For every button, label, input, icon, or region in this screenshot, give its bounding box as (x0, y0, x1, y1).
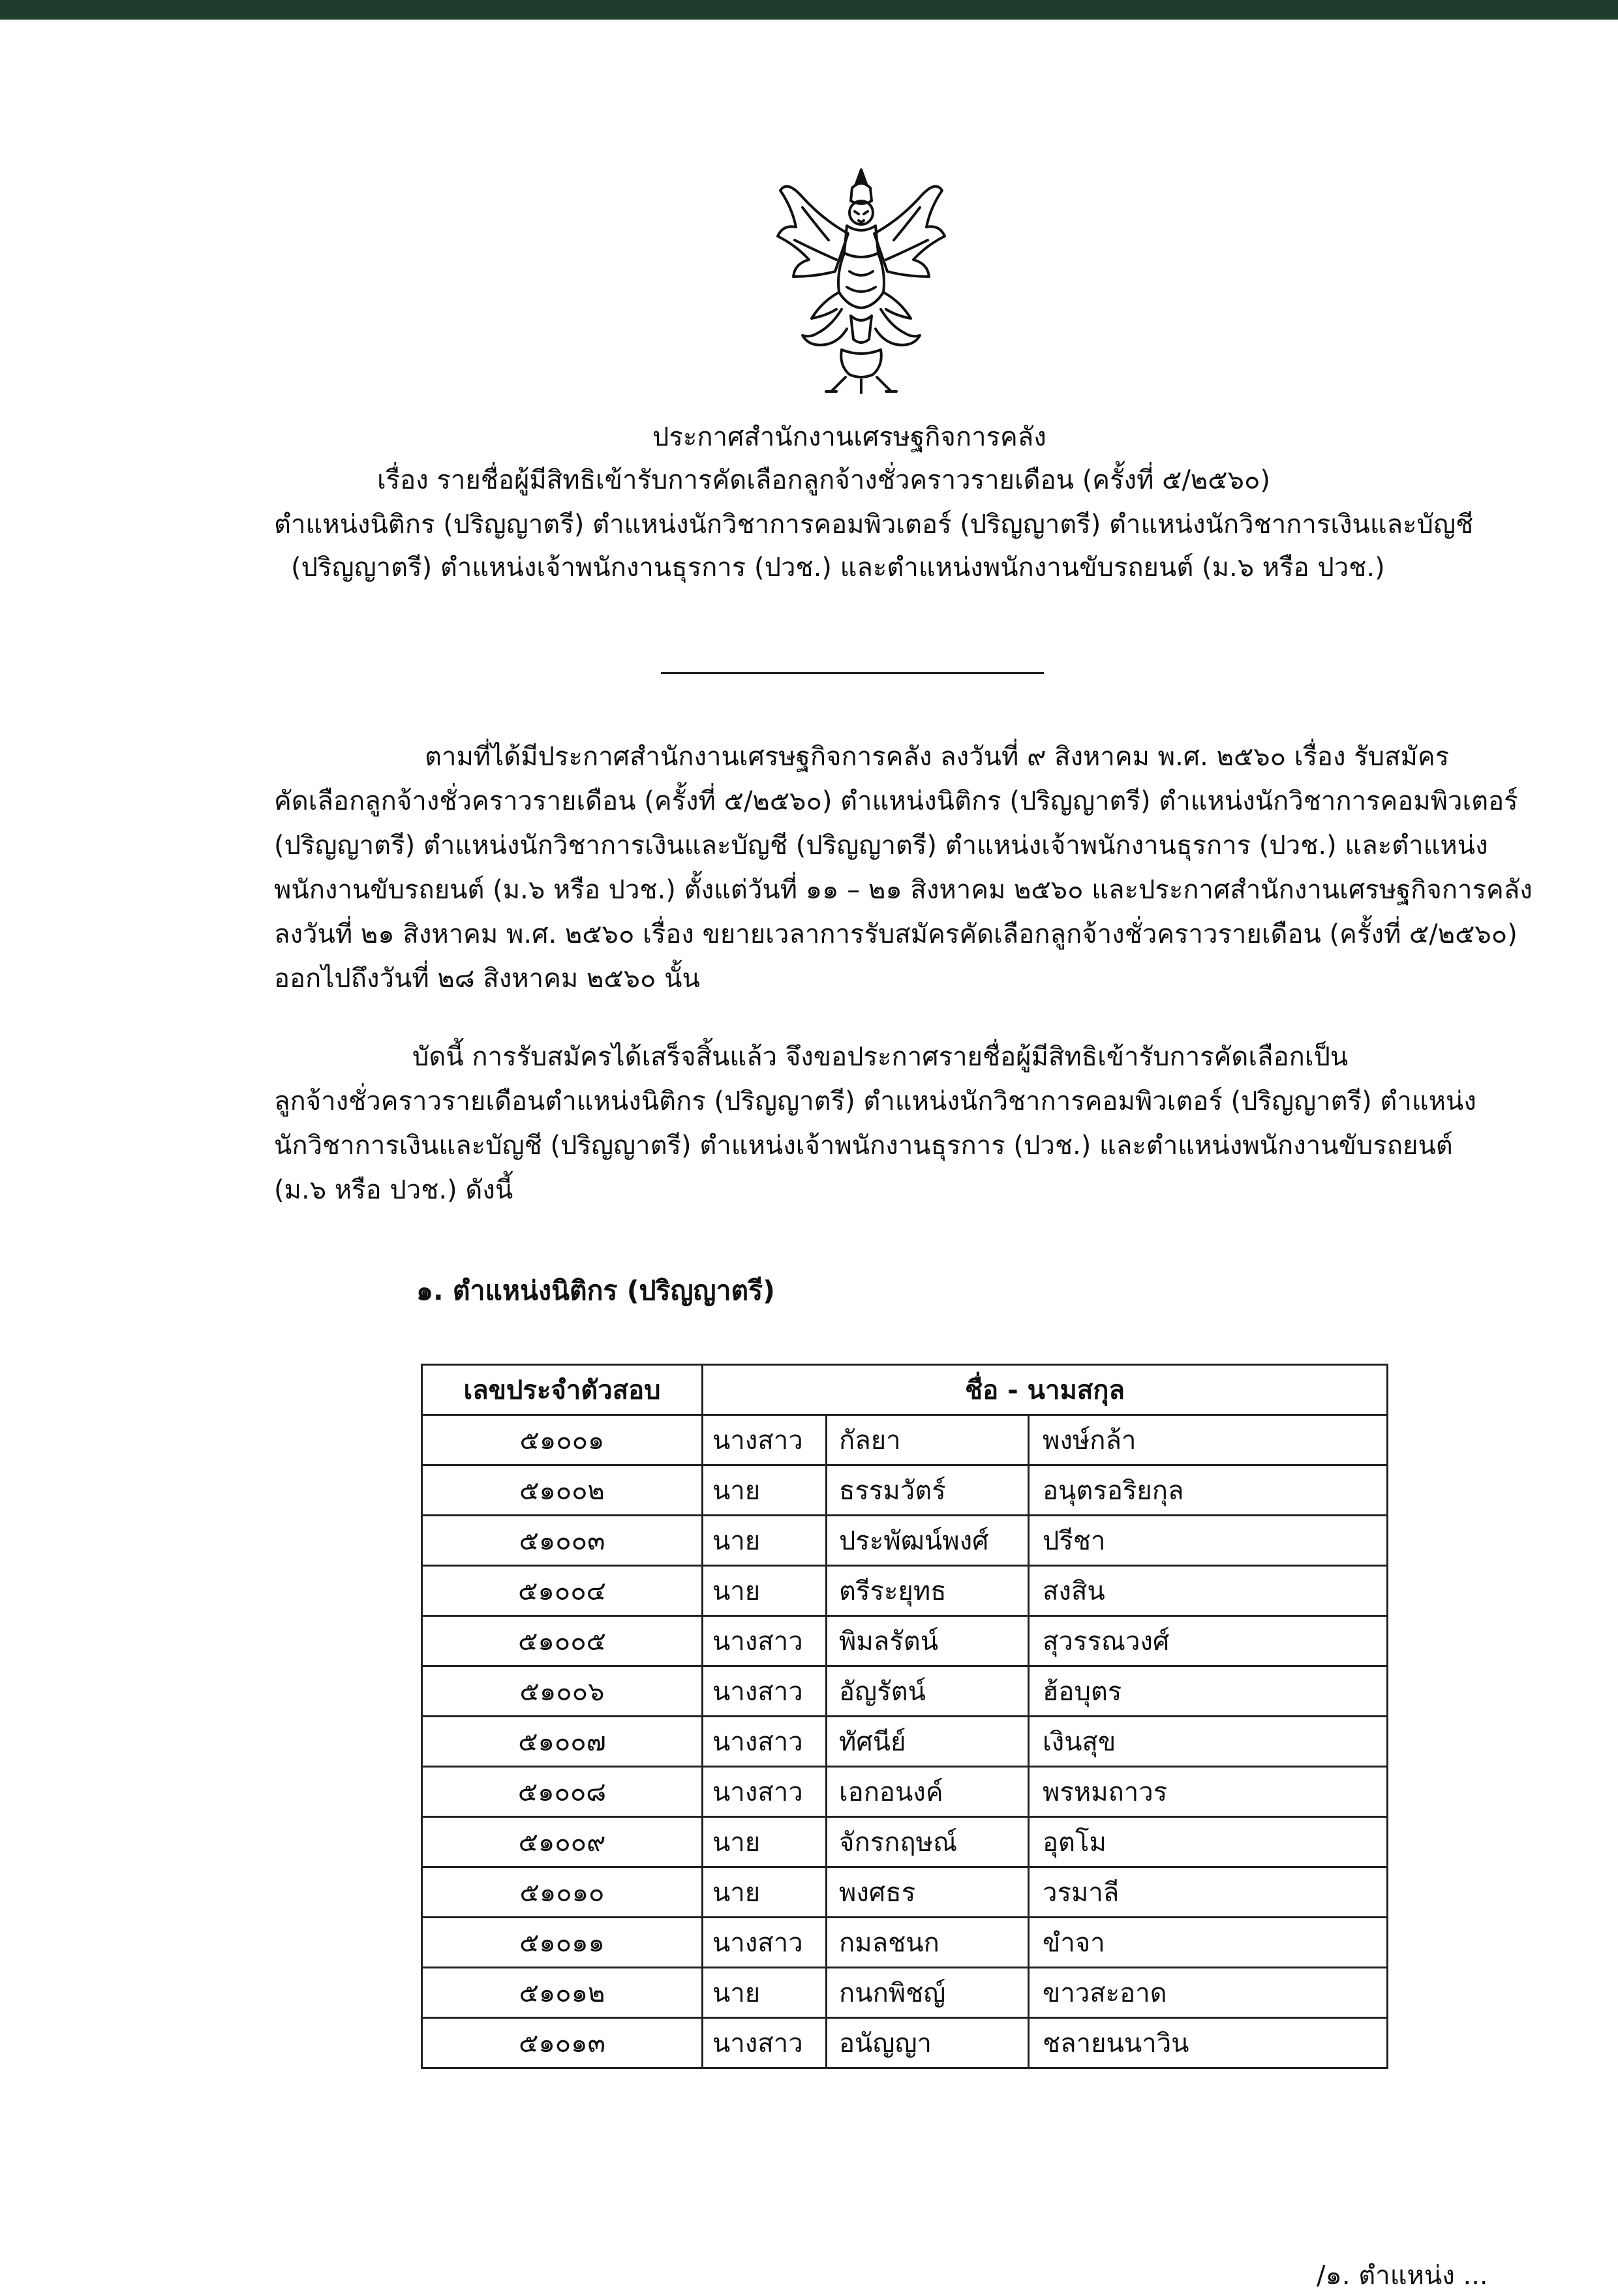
paragraph-line: ออกไปถึงวันที่ ๒๘ สิงหาคม ๒๕๖๐ นั้น (274, 964, 700, 994)
name-prefix-cell: นางสาว (703, 1918, 827, 1968)
first-name-cell: ประพัฒน์พงศ์ (827, 1516, 1029, 1566)
paragraph-line: ลูกจ้างชั่วคราวรายเดือนตำแหน่งนิติกร (ปริญญาตรี) ตำแหน่งนักวิชาการคอมพิวเตอร์ (ปริญญาตรี) ตำแหน่ง (274, 1086, 1476, 1116)
garuda-emblem-icon (763, 162, 959, 397)
first-name-cell: พิมลรัตน์ (827, 1616, 1029, 1666)
exam-id-cell: ๕๑๐๐๒ (422, 1465, 703, 1516)
name-prefix-cell: นาย (703, 1968, 827, 2018)
first-name-cell: กัลยา (827, 1415, 1029, 1465)
name-prefix-cell: นาย (703, 1465, 827, 1516)
paragraph-line: ลงวันที่ ๒๑ สิงหาคม พ.ศ. ๒๕๖๐ เรื่อง ขยายเวลาการรับสมัครคัดเลือกลูกจ้างชั่วคราวรายเดือน (ครั้งที่ ๕/๒๕๖๐) (274, 919, 1518, 949)
first-name-cell: อนัญญา (827, 2018, 1029, 2068)
table-row (422, 1566, 1388, 1616)
candidate-table (421, 1364, 1388, 2069)
exam-id-cell: ๕๑๐๐๖ (422, 1666, 703, 1717)
announcement-title: ประกาศสำนักงานเศรษฐกิจการคลัง (652, 422, 1046, 452)
first-name-cell: ทัศนีย์ (827, 1717, 1029, 1767)
paragraph-line: ตามที่ได้มีประกาศสำนักงานเศรษฐกิจการคลัง ลงวันที่ ๙ สิงหาคม พ.ศ. ๒๕๖๐ เรื่อง รับสมัคร (425, 742, 1450, 772)
name-prefix-cell: นางสาว (703, 1717, 827, 1767)
last-name-cell: ขาวสะอาด (1029, 1968, 1388, 2018)
last-name-cell: พงษ์กล้า (1029, 1415, 1388, 1465)
first-name-cell: กมลชนก (827, 1918, 1029, 1968)
last-name-cell: ฮ้อบุตร (1029, 1666, 1388, 1717)
table-row (422, 1415, 1388, 1465)
name-prefix-cell: นางสาว (703, 1767, 827, 1817)
first-name-cell: จักรกฤษณ์ (827, 1817, 1029, 1867)
first-name-cell: ตรีระยุทธ (827, 1566, 1029, 1616)
first-name-cell: พงศธร (827, 1867, 1029, 1918)
header-full-name: ชื่อ - นามสกุล (703, 1365, 1388, 1415)
last-name-cell: วรมาลี (1029, 1867, 1388, 1918)
exam-id-cell: ๕๑๐๑๑ (422, 1918, 703, 1968)
scan-top-border (0, 0, 1618, 20)
table-row (422, 1968, 1388, 2018)
exam-id-cell: ๕๑๐๐๔ (422, 1566, 703, 1616)
exam-id-cell: ๕๑๐๑๐ (422, 1867, 703, 1918)
table-row (422, 1918, 1388, 1968)
last-name-cell: เงินสุข (1029, 1717, 1388, 1767)
exam-id-cell: ๕๑๐๐๘ (422, 1767, 703, 1817)
section-heading-legal-officer: ๑. ตำแหน่งนิติกร (ปริญญาตรี) (416, 1275, 775, 1306)
last-name-cell: พรหมถาวร (1029, 1767, 1388, 1817)
table-row (422, 1666, 1388, 1717)
paragraph-line: คัดเลือกลูกจ้างชั่วคราวรายเดือน (ครั้งที่ ๕/๒๕๖๐) ตำแหน่งนิติกร (ปริญญาตรี) ตำแหน่งนักวิชาการคอมพิวเตอร์ (274, 786, 1518, 816)
exam-id-cell: ๕๑๐๐๗ (422, 1717, 703, 1767)
announcement-subject-line-3: (ปริญญาตรี) ตำแหน่งเจ้าพนักงานธุรการ (ปวช.) และตำแหน่งพนักงานขับรถยนต์ (ม.๖ หรือ ปวช.) (291, 553, 1385, 583)
last-name-cell: สุวรรณวงศ์ (1029, 1616, 1388, 1666)
last-name-cell: อนุตรอริยกุล (1029, 1465, 1388, 1516)
exam-id-cell: ๕๑๐๐๕ (422, 1616, 703, 1666)
first-name-cell: อัญรัตน์ (827, 1666, 1029, 1717)
table-row (422, 1465, 1388, 1516)
name-prefix-cell: นางสาว (703, 1616, 827, 1666)
name-prefix-cell: นาย (703, 1516, 827, 1566)
table-header-row (422, 1365, 1388, 1415)
table-row (422, 1767, 1388, 1817)
table-row (422, 1867, 1388, 1918)
first-name-cell: เอกอนงค์ (827, 1767, 1029, 1817)
paragraph-line: พนักงานขับรถยนต์ (ม.๖ หรือ ปวช.) ตั้งแต่วันที่ ๑๑ – ๒๑ สิงหาคม ๒๕๖๐ และประกาศสำนักงานเศรษฐกิจการคลัง (274, 875, 1533, 905)
name-prefix-cell: นาย (703, 1817, 827, 1867)
last-name-cell: สงสิน (1029, 1566, 1388, 1616)
paragraph-line: บัดนี้ การรับสมัครได้เสร็จสิ้นแล้ว จึงขอประกาศรายชื่อผู้มีสิทธิเข้ารับการคัดเลือกเป็น (412, 1042, 1349, 1072)
table-row (422, 1817, 1388, 1867)
name-prefix-cell: นางสาว (703, 1666, 827, 1717)
table-body (422, 1415, 1388, 2068)
name-prefix-cell: นางสาว (703, 1415, 827, 1465)
last-name-cell: อุตโม (1029, 1817, 1388, 1867)
exam-id-cell: ๕๑๐๑๓ (422, 2018, 703, 2068)
heading-divider (661, 672, 1044, 674)
last-name-cell: ปรีชา (1029, 1516, 1388, 1566)
paragraph-line: นักวิชาการเงินและบัญชี (ปริญญาตรี) ตำแหน่งเจ้าพนักงานธุรการ (ปวช.) และตำแหน่งพนักงานขับรถยนต์ (274, 1131, 1453, 1161)
exam-id-cell: ๕๑๐๑๒ (422, 1968, 703, 2018)
header-exam-id: เลขประจำตัวสอบ (422, 1365, 703, 1415)
paragraph-line: (ปริญญาตรี) ตำแหน่งนักวิชาการเงินและบัญชี (ปริญญาตรี) ตำแหน่งเจ้าพนักงานธุรการ (ปวช.) และตำแหน่ง (274, 831, 1488, 861)
table-row (422, 1717, 1388, 1767)
table-row (422, 2018, 1388, 2068)
name-prefix-cell: นางสาว (703, 2018, 827, 2068)
paragraph-line: (ม.๖ หรือ ปวช.) ดังนี้ (274, 1175, 513, 1205)
continuation-note: /๑. ตำแหน่ง ... (1317, 2261, 1488, 2291)
last-name-cell: ขำจา (1029, 1918, 1388, 1968)
table-row (422, 1516, 1388, 1566)
first-name-cell: ธรรมวัตร์ (827, 1465, 1029, 1516)
name-prefix-cell: นาย (703, 1566, 827, 1616)
table-row (422, 1616, 1388, 1666)
last-name-cell: ชลายนนาวิน (1029, 2018, 1388, 2068)
announcement-subject-line-2: ตำแหน่งนิติกร (ปริญญาตรี) ตำแหน่งนักวิชาการคอมพิวเตอร์ (ปริญญาตรี) ตำแหน่งนักวิชาการเงินและบัญชี (274, 510, 1474, 540)
exam-id-cell: ๕๑๐๐๓ (422, 1516, 703, 1566)
exam-id-cell: ๕๑๐๐๑ (422, 1415, 703, 1465)
first-name-cell: กนกพิชญ์ (827, 1968, 1029, 2018)
name-prefix-cell: นาย (703, 1867, 827, 1918)
announcement-subject: เรื่อง รายชื่อผู้มีสิทธิเข้ารับการคัดเลือกลูกจ้างชั่วคราวรายเดือน (ครั้งที่ ๕/๒๕๖๐) (377, 465, 1270, 495)
exam-id-cell: ๕๑๐๐๙ (422, 1817, 703, 1867)
